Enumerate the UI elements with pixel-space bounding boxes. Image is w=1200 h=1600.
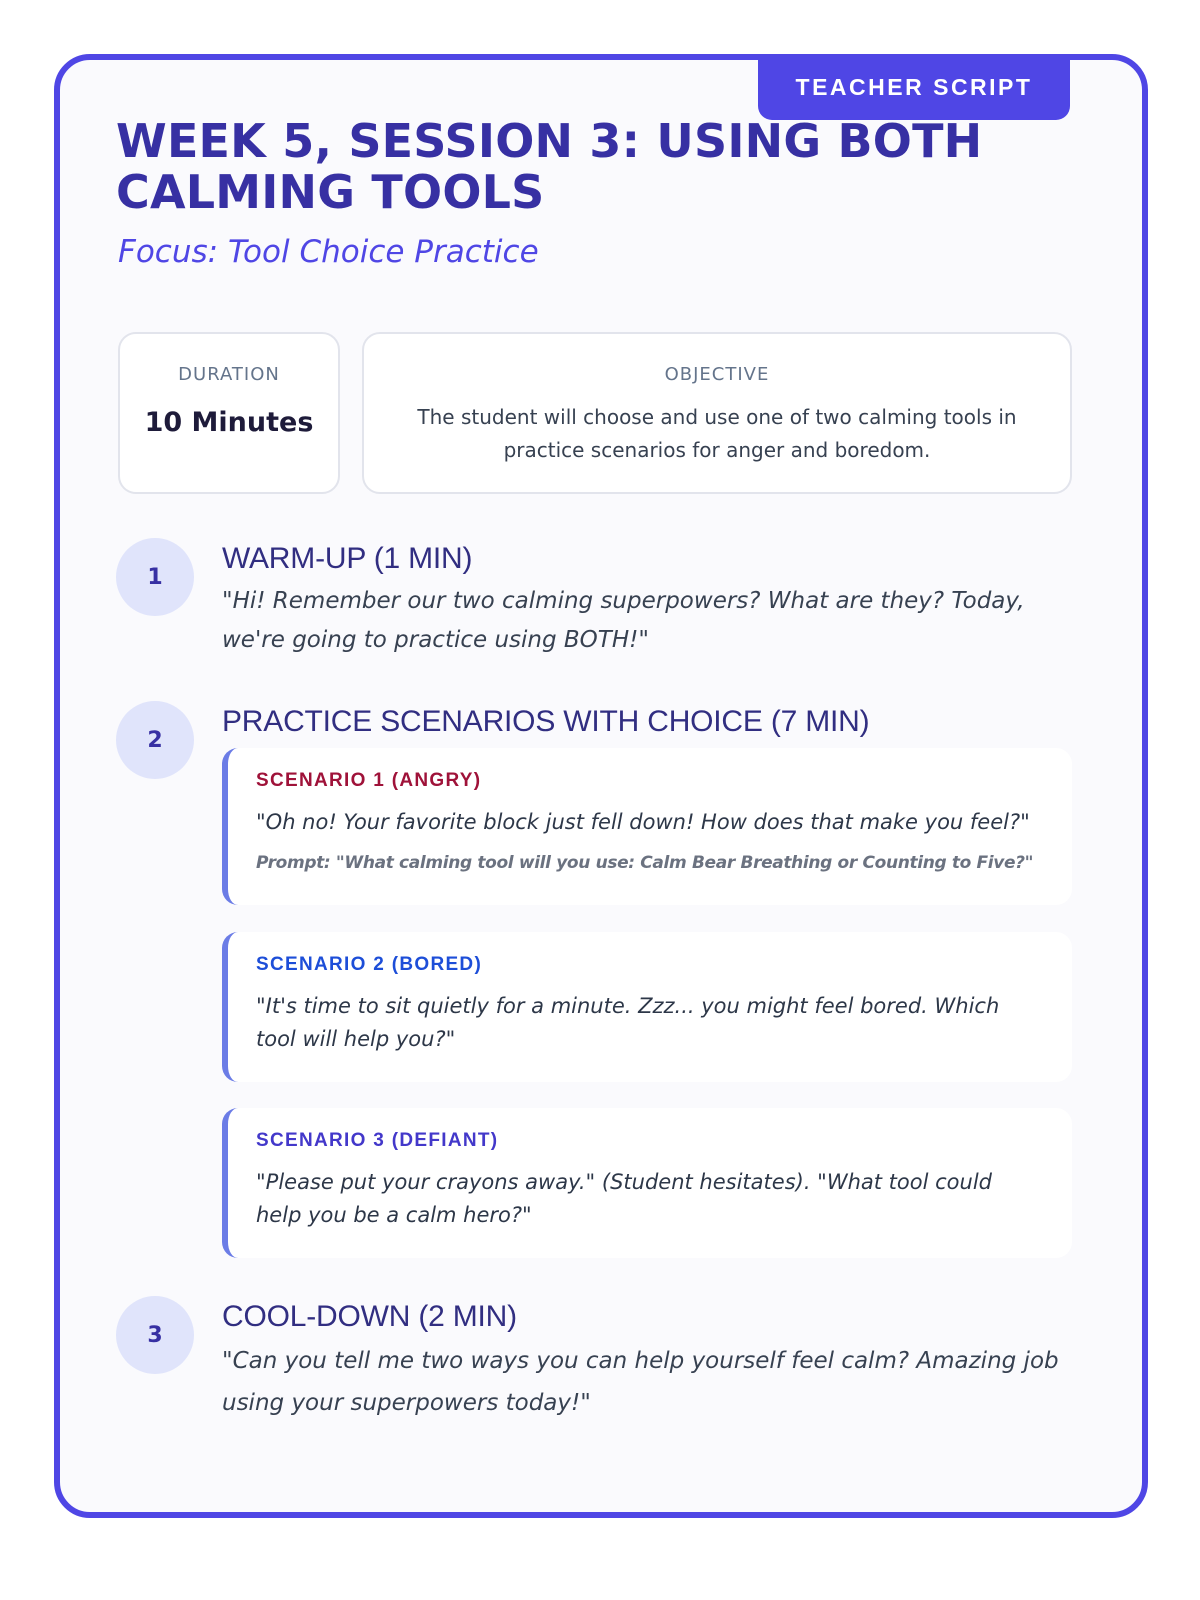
objective-box: [362, 332, 1072, 494]
duration-value: 10 Minutes: [144, 407, 314, 438]
objective-text: The student will choose and use one of two calming tools in practice scenarios for anger and boredom.: [417, 405, 1017, 462]
step-number: 1: [116, 538, 194, 616]
step-number: 3: [116, 1296, 194, 1374]
objective-label: OBJECTIVE: [664, 364, 770, 385]
step-text: "Can you tell me two ways you can help yourself feel calm? Amazing job using your superpowers today!": [222, 1348, 1059, 1416]
duration-label: DURATION: [178, 364, 280, 385]
step-title: PRACTICE SCENARIOS WITH CHOICE (7 MIN): [222, 705, 870, 738]
lesson-focus: Focus: Tool Choice Practice: [118, 234, 539, 270]
scenario-prompt: Prompt: "What calming tool will you use: Calm Bear Breathing or Counting to Five?": [256, 853, 1034, 873]
lesson-card: [54, 54, 1148, 1518]
step-text: "Hi! Remember our two calming superpowers? What are they? Today, we're going to practice using BOTH!": [222, 588, 1025, 653]
scenario-text: "It's time to sit quietly for a minute. Zzz... you might feel bored. Which tool will help you?": [256, 994, 1000, 1051]
duration-box: [118, 332, 340, 494]
scenario-card: [222, 1108, 1072, 1258]
lesson-title: WEEK 5, SESSION 3: USING BOTH CALMING TOOLS: [116, 114, 983, 219]
scenario-label: SCENARIO 1 (ANGRY): [256, 770, 482, 791]
step-number: 2: [116, 701, 194, 779]
scenario-card: [222, 932, 1072, 1082]
scenario-label: SCENARIO 3 (DEFIANT): [256, 1130, 499, 1151]
scenario-card: [222, 748, 1072, 905]
scenario-text: "Oh no! Your favorite block just fell down! How does that make you feel?": [256, 810, 1030, 834]
teacher-script-badge: TEACHER SCRIPT: [758, 54, 1070, 120]
step-title: WARM-UP (1 MIN): [222, 542, 473, 575]
scenario-text: "Please put your crayons away." (Student hesitates). "What tool could help you be a calm hero?": [256, 1170, 992, 1227]
scenario-label: SCENARIO 2 (BORED): [256, 954, 483, 975]
step-title: COOL-DOWN (2 MIN): [222, 1300, 517, 1333]
